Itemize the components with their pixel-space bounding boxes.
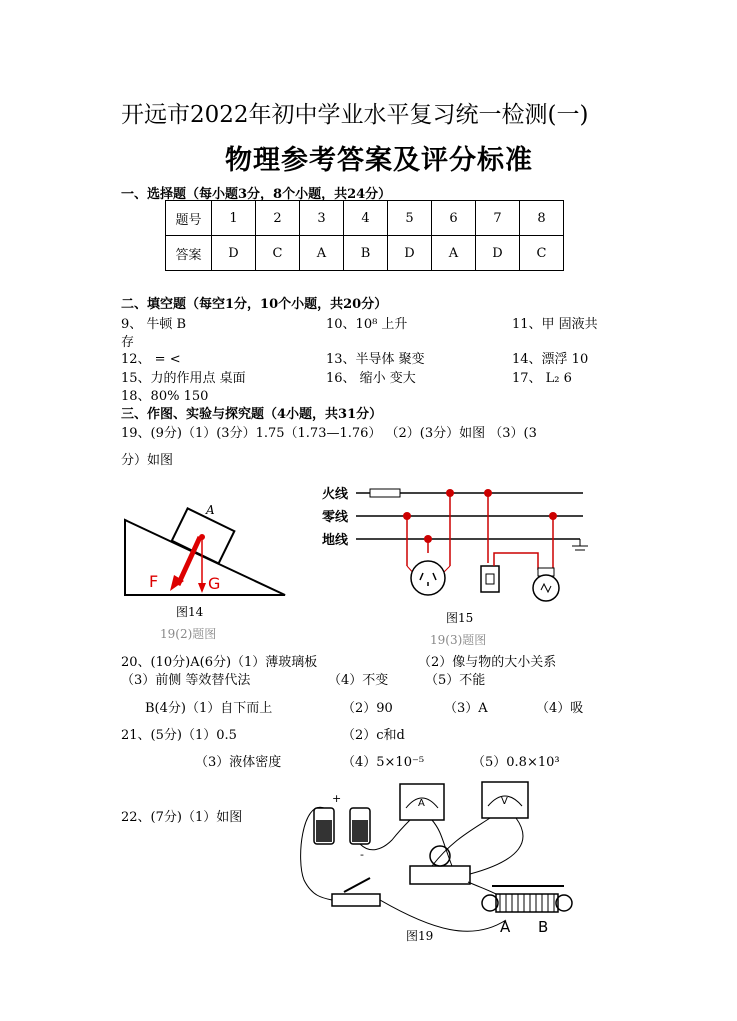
wire [380,900,506,931]
q9: 9、 牛顿 B [121,317,187,332]
table-cell: 5 [388,201,432,236]
q14: 14、漂浮 10 [512,352,589,367]
section3-heading: 三、作图、实验与探究题（4小题，共31分） [121,407,383,422]
table-row-answers [166,236,564,271]
label-ground-wire: 地线 [322,533,349,548]
figure-14-caption: 图14 [176,605,204,619]
table-cell: 3 [300,201,344,236]
figure-19 [292,770,592,950]
table-cell: 1 [212,201,256,236]
junction [484,489,492,497]
rheostat-label-a: A [500,918,511,936]
q20-line2-c: （5）不能 [425,673,486,688]
section1-heading: 一、选择题（每小题3分，8个小题，共24分） [121,187,392,202]
table-cell: 4 [344,201,388,236]
figure-15 [318,478,593,648]
center-of-mass [199,534,205,540]
figure-15-subcaption: 19(3)题图 [430,633,487,647]
figure-19-caption: 图19 [406,929,434,943]
q19-line1: 19、(9分)（1）(3分）1.75（1.73—1.76） （2）(3分）如图 （3）(3 [121,426,537,441]
q15: 15、力的作用点 桌面 [121,371,246,386]
q10: 10、10⁸ 上升 [326,317,408,332]
figure-14-subcaption: 19(2)题图 [160,627,217,641]
table-cell: A [300,236,344,271]
battery-fill-1 [316,820,332,842]
row-label-numbers: 题号 [166,201,212,236]
lamp-holder [410,866,470,884]
section2-heading: 二、填空题（每空1分，10个小题，共20分） [121,297,388,312]
knife-switch [332,894,380,906]
q11: 11、甲 固液共 [512,317,598,332]
junction [446,489,454,497]
page-subtitle: 物理参考答案及评分标准 [225,145,533,176]
q20-line3-a: B(4分)（1）自下而上 [145,701,273,716]
q20-line1-a: 20、(10分)A(6分)（1）薄玻璃板 [121,655,318,670]
q21-line2-a: （3）液体密度 [195,755,282,770]
q21-line1-b: （2）c和d [342,728,405,743]
junction [403,512,411,520]
fuse [370,489,400,497]
table-cell: D [212,236,256,271]
table-cell: C [520,236,564,271]
table-cell: 8 [520,201,564,236]
incline-diagram [120,495,290,645]
rheostat [496,894,558,912]
q17: 17、 L₂ 6 [512,371,572,386]
table-cell: 6 [432,201,476,236]
row-label-answers: 答案 [166,236,212,271]
answer-table [165,200,564,271]
junction [424,535,432,543]
gravity-g-arrowhead [198,583,206,593]
label-neutral-wire: 零线 [322,510,349,525]
q16: 16、 缩小 变大 [326,371,416,386]
q21-line2-b: （4）5×10⁻⁵ [342,755,425,770]
q12: 12、 = < [121,352,181,367]
figure-14 [120,495,290,645]
q21-line2-c: （5）0.8×10³ [472,755,560,770]
table-cell: 2 [256,201,300,236]
battery-fill-2 [352,820,368,842]
table-cell: B [344,236,388,271]
page-title: 开远市2022年初中学业水平复习统一检测(一) [121,102,589,128]
switch-blade [344,878,370,892]
table-cell: A [432,236,476,271]
q21-line1-a: 21、(5分)（1）0.5 [121,728,237,743]
label-live-wire: 火线 [322,487,349,502]
switch-lamp-link [494,553,538,570]
wire [468,882,496,894]
q20-line2-b: （4）不变 [328,673,389,688]
ammeter-label: A [418,798,425,809]
label-g: G [208,574,221,593]
circuit-diagram [292,770,592,950]
switch-toggle [486,574,494,584]
battery-plus: + [332,792,342,805]
wiring-diagram [318,478,593,648]
rheostat-label-b: B [538,918,549,936]
label-f: F [149,572,159,591]
voltmeter-label: V [501,796,508,807]
q20-line2-a: （3）前侧 等效替代法 [121,673,251,688]
q20-line3-c: （3）A [444,701,488,716]
table-cell: C [256,236,300,271]
q18: 18、80% 150 [121,389,209,404]
figure-15-caption: 图15 [446,611,474,625]
table-cell: D [476,236,520,271]
q20-line1-b: （2）像与物的大小关系 [418,655,557,670]
q22: 22、(7分)（1）如图 [121,810,243,825]
wire [470,818,523,874]
table-cell: D [388,236,432,271]
q19-line2: 分）如图 [121,453,174,468]
q20-line3-d: （4）吸 [536,701,584,716]
table-row-numbers [166,201,564,236]
q11-cont: 存 [121,335,135,350]
label-a: A [206,503,215,517]
junction [549,512,557,520]
q20-line3-b: （2）90 [342,701,393,716]
three-pin-socket [411,561,445,595]
q13: 13、半导体 聚变 [326,352,425,367]
table-cell: 7 [476,201,520,236]
battery-minus: - [360,848,364,861]
